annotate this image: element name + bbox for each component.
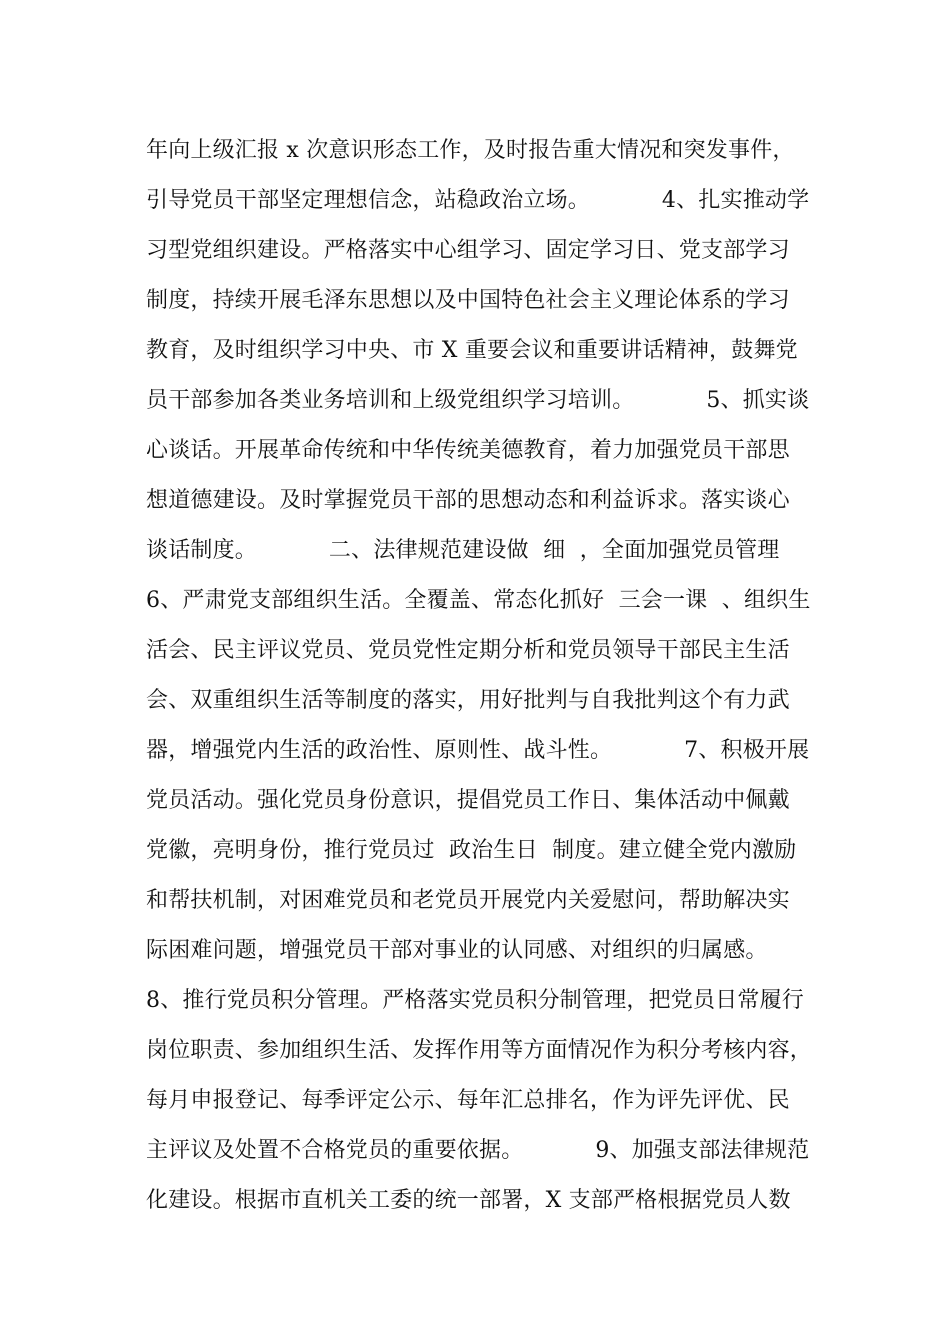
text-line: 每月申报登记、每季评定公示、每年汇总排名，作为评先评优、民 <box>146 1088 790 1113</box>
text-line: 际困难问题，增强党员干部对事业的认同感、对组织的归属感。 <box>146 938 768 963</box>
text-line: 和帮扶机制，对困难党员和老党员开展党内关爱慰问，帮助解决实 <box>146 888 790 913</box>
text-line: 6、严肃党支部组织生活。全覆盖、常态化抓好 三会一课 、组织生 <box>146 588 811 613</box>
text-line: 8、推行党员积分管理。严格落实党员积分制管理，把党员日常履行 <box>146 988 804 1013</box>
text-line: 员干部参加各类业务培训和上级党组织学习培训。 5、抓实谈 <box>146 388 810 413</box>
text-line: 活会、民主评议党员、党员党性定期分析和党员领导干部民主生活 <box>146 638 790 663</box>
text-line: 器，增强党内生活的政治性、原则性、战斗性。 7、积极开展 <box>146 738 810 763</box>
text-line: 化建设。根据市直机关工委的统一部署，X 支部严格根据党员人数 <box>146 1188 791 1213</box>
text-line: 党员活动。强化党员身份意识，提倡党员工作日、集体活动中佩戴 <box>146 788 790 813</box>
text-line: 年向上级汇报 x 次意识形态工作，及时报告重大情况和突发事件， <box>146 138 795 163</box>
text-line: 岗位职责、参加组织生活、发挥作用等方面情况作为积分考核内容， <box>146 1038 813 1063</box>
text-line: 主评议及处置不合格党员的重要依据。 9、加强支部法律规范 <box>146 1138 810 1163</box>
text-line: 习型党组织建设。严格落实中心组学习、固定学习日、党支部学习 <box>146 238 790 263</box>
text-line: 制度，持续开展毛泽东思想以及中国特色社会主义理论体系的学习 <box>146 288 790 313</box>
text-line: 党徽，亮明身份，推行党员过 政治生日 制度。建立健全党内激励 <box>146 838 797 863</box>
text-line: 会、双重组织生活等制度的落实，用好批判与自我批判这个有力武 <box>146 688 790 713</box>
text-line: 心谈话。开展革命传统和中华传统美德教育，着力加强党员干部思 <box>146 438 790 463</box>
text-line: 想道德建设。及时掌握党员干部的思想动态和利益诉求。落实谈心 <box>146 488 790 513</box>
text-line: 教育，及时组织学习中央、市 X 重要会议和重要讲话精神，鼓舞党 <box>146 338 798 363</box>
text-line: 引导党员干部坚定理想信念，站稳政治立场。 4、扎实推动学 <box>146 188 810 213</box>
body-text <box>146 126 826 1226</box>
text-line: 谈话制度。 二、法律规范建设做 细 ，全面加强党员管理 <box>146 538 780 563</box>
